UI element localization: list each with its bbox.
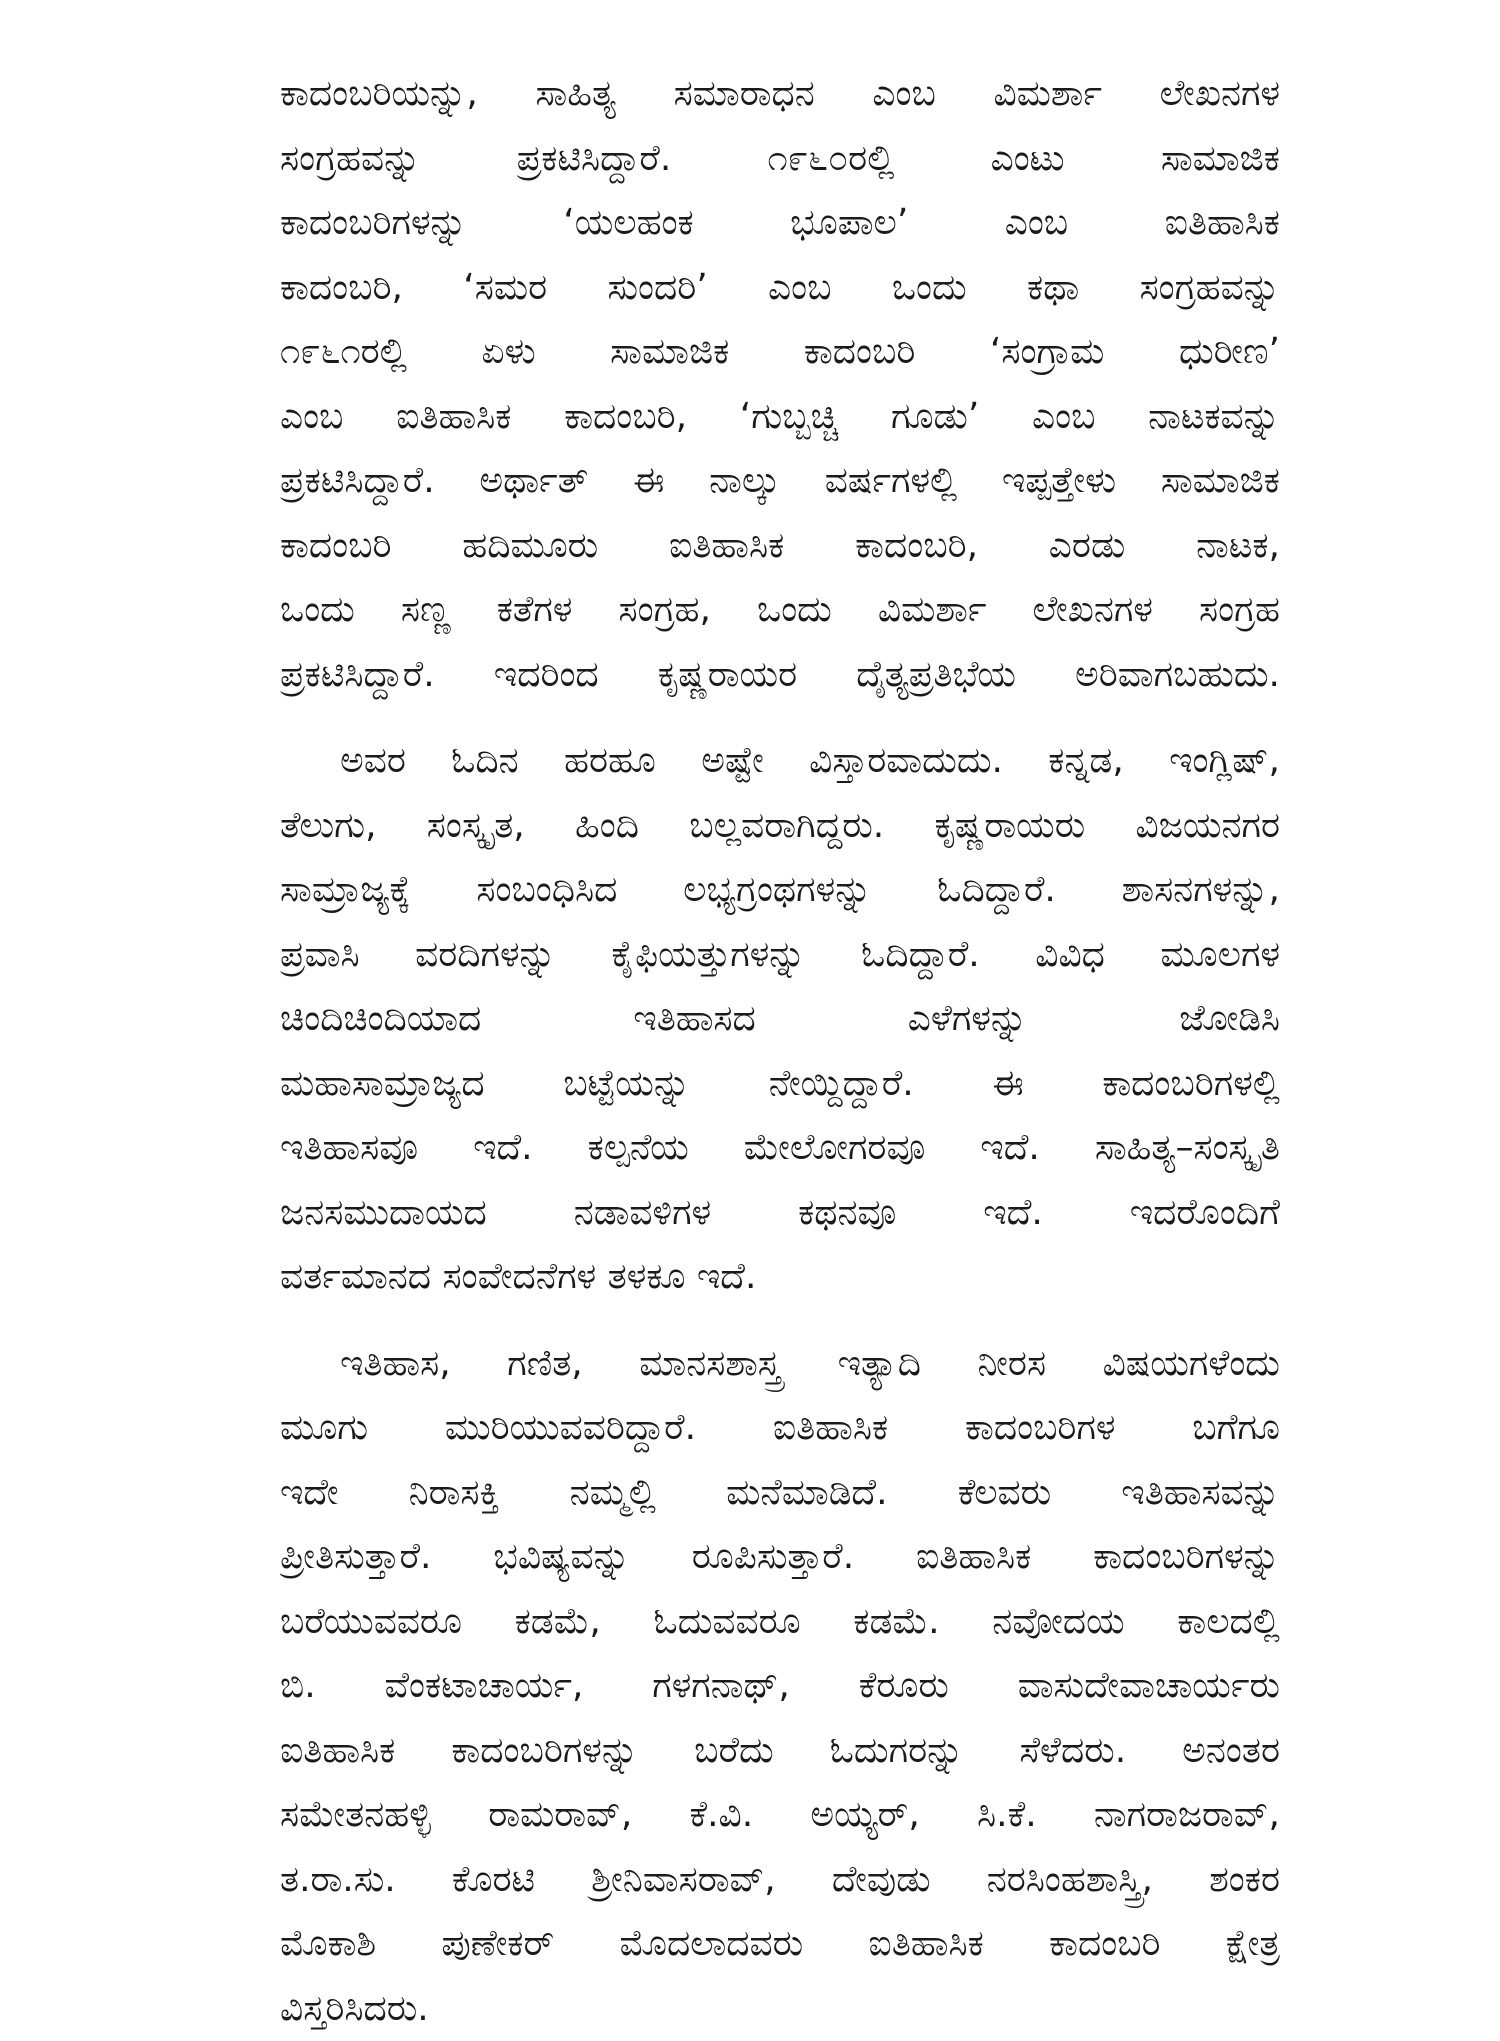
text-line: ತೆಲುಗು, ಸಂಸ್ಕೃತ, ಹಿಂದಿ ಬಲ್ಲವರಾಗಿದ್ದರು. ಕೃಷ್ಣರಾಯರು ವಿಜಯನಗರ [280,794,1280,859]
text-line: ಪ್ರಕಟಿಸಿದ್ದಾರೆ. ಇದರಿಂದ ಕೃಷ್ಣರಾಯರ ದೈತ್ಯಪ್ರತಿಭೆಯ ಅರಿವಾಗಬಹುದು. [280,643,1280,708]
text-line: ಇತಿಹಾಸ, ಗಣಿತ, ಮಾನಸಶಾಸ್ತ್ರ ಇತ್ಯಾದಿ ನೀರಸ ವಿಷಯಗಳೆಂದು [280,1332,1280,1397]
text-line: ಮಹಾಸಾಮ್ರಾಜ್ಯದ ಬಟ್ಟೆಯನ್ನು ನೇಯ್ದಿದ್ದಾರೆ. ಈ ಕಾದಂಬರಿಗಳಲ್ಲಿ [280,1052,1280,1117]
text-line: ಪ್ರವಾಸಿ ವರದಿಗಳನ್ನು ಕೈಫಿಯತ್ತುಗಳನ್ನು ಓದಿದ್ದಾರೆ. ವಿವಿಧ ಮೂಲಗಳ [280,923,1280,988]
text-line: ಬರೆಯುವವರೂ ಕಡಮೆ, ಓದುವವರೂ ಕಡಮೆ. ನವೋದಯ ಕಾಲದಲ್ಲಿ [280,1590,1280,1655]
text-line: ಕಾದಂಬರಿಗಳನ್ನು ‘ಯಲಹಂಕ ಭೂಪಾಲ’ ಎಂಬ ಐತಿಹಾಸಿಕ [280,191,1280,256]
text-line: ೧೯೬೧ರಲ್ಲಿ ಏಳು ಸಾಮಾಜಿಕ ಕಾದಂಬರಿ ‘ಸಂಗ್ರಾಮ ಧುರೀಣ’ [280,320,1280,385]
text-line: ಇದೇ ನಿರಾಸಕ್ತಿ ನಮ್ಮಲ್ಲಿ ಮನೆಮಾಡಿದೆ. ಕೆಲವರು ಇತಿಹಾಸವನ್ನು [280,1461,1280,1526]
text-line: ಪ್ರೀತಿಸುತ್ತಾರೆ. ಭವಿಷ್ಯವನ್ನು ರೂಪಿಸುತ್ತಾರೆ. ಐತಿಹಾಸಿಕ ಕಾದಂಬರಿಗಳನ್ನು [280,1525,1280,1590]
text-line: ಅವರ ಓದಿನ ಹರಹೂ ಅಷ್ಟೇ ವಿಸ್ತಾರವಾದುದು. ಕನ್ನಡ, ಇಂಗ್ಲಿಷ್, [280,729,1280,794]
paragraph-3 [280,1332,1280,2041]
text-line: ಸಮೇತನಹಳ್ಳಿ ರಾಮರಾವ್, ಕೆ.ವಿ. ಅಯ್ಯರ್, ಸಿ.ಕೆ. ನಾಗರಾಜರಾವ್, [280,1783,1280,1848]
text-line: ಸಾಮ್ರಾಜ್ಯಕ್ಕೆ ಸಂಬಂಧಿಸಿದ ಲಭ್ಯಗ್ರಂಥಗಳನ್ನು ಓದಿದ್ದಾರೆ. ಶಾಸನಗಳನ್ನು, [280,858,1280,923]
text-line: ಎಂಬ ಐತಿಹಾಸಿಕ ಕಾದಂಬರಿ, ‘ಗುಬ್ಬಚ್ಚಿ ಗೂಡು’ ಎಂಬ ನಾಟಕವನ್ನು [280,385,1280,450]
text-line: ಕಾದಂಬರಿ ಹದಿಮೂರು ಐತಿಹಾಸಿಕ ಕಾದಂಬರಿ, ಎರಡು ನಾಟಕ, [280,514,1280,579]
text-line: ಕಾದಂಬರಿಯನ್ನು, ಸಾಹಿತ್ಯ ಸಮಾರಾಧನ ಎಂಬ ವಿಮರ್ಶಾ ಲೇಖನಗಳ [280,62,1280,127]
text-line: ವಿಸ್ತರಿಸಿದರು. [280,1977,1280,2041]
text-line: ಮೊಕಾಶಿ ಪುಣೇಕರ್ ಮೊದಲಾದವರು ಐತಿಹಾಸಿಕ ಕಾದಂಬರಿ ಕ್ಷೇತ್ರ [280,1912,1280,1977]
text-line: ಇತಿಹಾಸವೂ ಇದೆ. ಕಲ್ಪನೆಯ ಮೇಲೋಗರವೂ ಇದೆ. ಸಾಹಿತ್ಯ–ಸಂಸ್ಕೃತಿ [280,1116,1280,1181]
text-line: ತ.ರಾ.ಸು. ಕೊರಟಿ ಶ್ರೀನಿವಾಸರಾವ್, ದೇವುಡು ನರಸಿಂಹಶಾಸ್ತ್ರಿ, ಶಂಕರ [280,1848,1280,1913]
paragraph-1 [280,62,1280,707]
text-line: ಪ್ರಕಟಿಸಿದ್ದಾರೆ. ಅರ್ಥಾತ್ ಈ ನಾಲ್ಕು ವರ್ಷಗಳಲ್ಲಿ ಇಪ್ಪತ್ತೇಳು ಸಾಮಾಜಿಕ [280,449,1280,514]
paragraph-2 [280,729,1280,1310]
text-line: ಬಿ. ವೆಂಕಟಾಚಾರ್ಯ, ಗಳಗನಾಥ್, ಕೆರೂರು ವಾಸುದೇವಾಚಾರ್ಯರು [280,1654,1280,1719]
text-line: ಜನಸಮುದಾಯದ ನಡಾವಳಿಗಳ ಕಥನವೂ ಇದೆ. ಇದರೊಂದಿಗೆ [280,1181,1280,1246]
text-line: ವರ್ತಮಾನದ ಸಂವೇದನೆಗಳ ತಳಕೂ ಇದೆ. [280,1245,1280,1310]
text-line: ಚಿಂದಿಚಿಂದಿಯಾದ ಇತಿಹಾಸದ ಎಳೆಗಳನ್ನು ಜೋಡಿಸಿ [280,987,1280,1052]
text-line: ಒಂದು ಸಣ್ಣ ಕತೆಗಳ ಸಂಗ್ರಹ, ಒಂದು ವಿಮರ್ಶಾ ಲೇಖನಗಳ ಸಂಗ್ರಹ [280,578,1280,643]
text-line: ಸಂಗ್ರಹವನ್ನು ಪ್ರಕಟಿಸಿದ್ದಾರೆ. ೧೯೬೦ರಲ್ಲಿ ಎಂಟು ಸಾಮಾಜಿಕ [280,127,1280,192]
text-line: ಕಾದಂಬರಿ, ‘ಸಮರ ಸುಂದರಿ’ ಎಂಬ ಒಂದು ಕಥಾ ಸಂಗ್ರಹವನ್ನು [280,256,1280,321]
body-text [280,62,1280,2041]
text-line: ಮೂಗು ಮುರಿಯುವವರಿದ್ದಾರೆ. ಐತಿಹಾಸಿಕ ಕಾದಂಬರಿಗಳ ಬಗೆಗೂ [280,1396,1280,1461]
text-line: ಐತಿಹಾಸಿಕ ಕಾದಂಬರಿಗಳನ್ನು ಬರೆದು ಓದುಗರನ್ನು ಸೆಳೆದರು. ಅನಂತರ [280,1719,1280,1784]
